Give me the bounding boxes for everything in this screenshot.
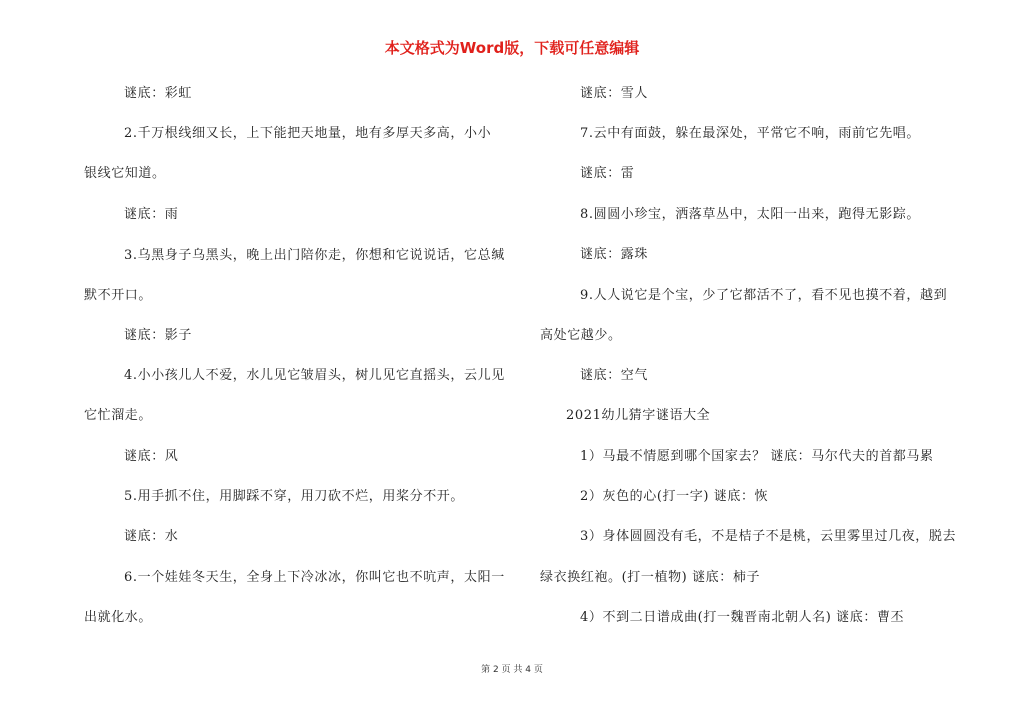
riddle-text: 4）不到二日谱成曲(打一魏晋南北朝人名) 谜底：曹丕	[580, 610, 905, 625]
riddle-text: 默不开口。	[84, 288, 153, 303]
riddle-answer: 谜底：水	[124, 529, 179, 544]
riddle-text: 5.用手抓不住，用脚踩不穿，用刀砍不烂，用桨分不开。	[124, 489, 465, 504]
page-number: 第 2 页 共 4 页	[481, 665, 543, 675]
riddle-text: 3）身体圆圆没有毛，不是桔子不是桃，云里雾里过几夜，脱去	[580, 529, 957, 544]
riddle-text: 出就化水。	[84, 610, 153, 625]
riddle-text: 1）马最不情愿到哪个国家去？ 谜底：马尔代夫的首都马累	[580, 449, 934, 464]
riddle-answer: 谜底：空气	[580, 368, 649, 383]
riddle-text: 4.小小孩儿人不爱，水儿见它皱眉头，树儿见它直摇头，云儿见	[124, 368, 505, 383]
riddle-answer: 谜底：雷	[580, 166, 635, 181]
riddle-text: 银线它知道。	[84, 166, 166, 181]
riddle-answer: 谜底：雪人	[580, 86, 649, 101]
riddle-answer: 谜底：雨	[124, 207, 179, 222]
riddle-answer: 谜底：影子	[124, 328, 193, 343]
riddle-answer: 谜底：风	[124, 449, 179, 464]
riddle-answer: 谜底：彩虹	[124, 86, 193, 101]
riddle-text: 2）灰色的心(打一字) 谜底：恢	[580, 489, 769, 504]
riddle-text: 3.乌黑身子乌黑头，晚上出门陪你走，你想和它说说话，它总缄	[124, 248, 505, 263]
riddle-text: 绿衣换红袍。(打一植物) 谜底：柿子	[540, 570, 761, 585]
riddle-text: 2.千万根线细又长，上下能把天地量，地有多厚天多高，小小	[124, 126, 492, 141]
section-heading: 2021幼儿猜字谜语大全	[566, 408, 711, 423]
riddle-text: 高处它越少。	[540, 328, 622, 343]
riddle-text: 它忙溜走。	[84, 408, 153, 423]
riddle-text: 9.人人说它是个宝，少了它都活不了，看不见也摸不着，越到	[580, 288, 948, 303]
riddle-text: 6.一个娃娃冬天生，全身上下冷冰冰，你叫它也不吭声，太阳一	[124, 570, 505, 585]
document-banner: 本文格式为Word版，下载可任意编辑	[384, 39, 640, 57]
riddle-text: 7.云中有面鼓，躲在最深处，平常它不响，雨前它先唱。	[580, 126, 921, 141]
riddle-answer: 谜底：露珠	[580, 247, 649, 262]
riddle-text: 8.圆圆小珍宝，洒落草丛中，太阳一出来，跑得无影踪。	[580, 207, 921, 222]
